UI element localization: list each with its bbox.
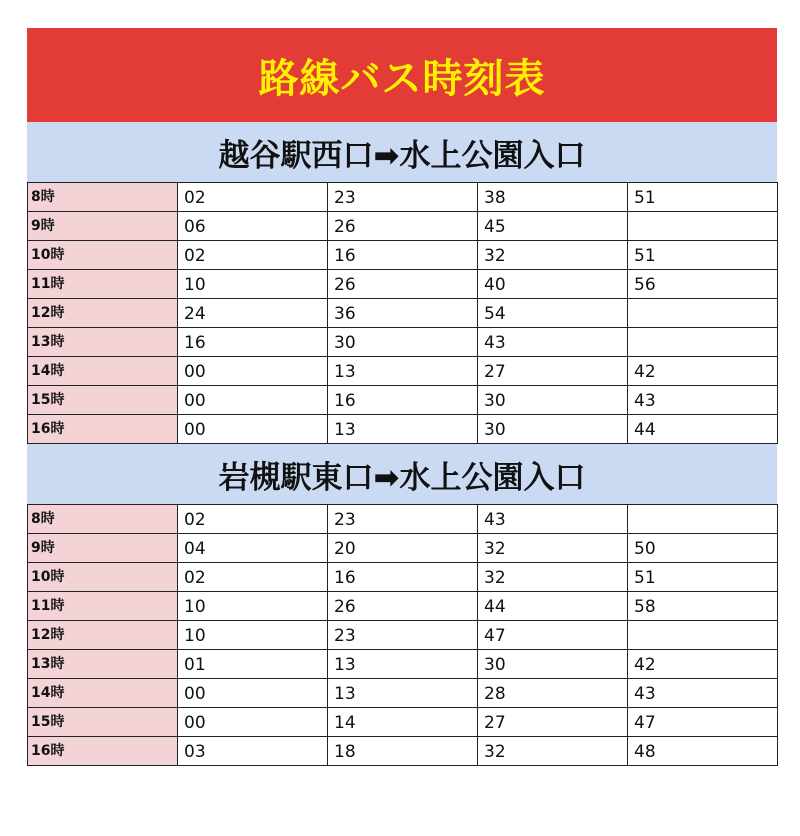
minute-cell <box>628 212 778 241</box>
minute-cell: 00 <box>178 679 328 708</box>
minute-cell: 47 <box>478 621 628 650</box>
table-row <box>28 650 778 679</box>
minute-cell: 43 <box>478 505 628 534</box>
title-bar <box>27 28 777 122</box>
hour-cell: 13時 <box>28 328 178 357</box>
minute-cell: 32 <box>478 534 628 563</box>
minute-cell: 01 <box>178 650 328 679</box>
minute-cell: 13 <box>328 679 478 708</box>
minute-cell: 42 <box>628 357 778 386</box>
hour-cell: 15時 <box>28 386 178 415</box>
routes-container <box>27 122 777 766</box>
minute-cell: 30 <box>328 328 478 357</box>
minute-cell: 26 <box>328 592 478 621</box>
minute-cell: 51 <box>628 563 778 592</box>
route-header <box>27 122 777 182</box>
hour-cell: 9時 <box>28 534 178 563</box>
table-row <box>28 183 778 212</box>
minute-cell: 23 <box>328 505 478 534</box>
table-row <box>28 505 778 534</box>
minute-cell: 13 <box>328 415 478 444</box>
hour-cell: 16時 <box>28 415 178 444</box>
minute-cell: 10 <box>178 270 328 299</box>
minute-cell: 24 <box>178 299 328 328</box>
hour-cell: 12時 <box>28 621 178 650</box>
minute-cell: 45 <box>478 212 628 241</box>
route-title: 越谷駅西口➡水上公園入口 <box>218 137 586 174</box>
minute-cell: 48 <box>628 737 778 766</box>
hour-cell: 10時 <box>28 563 178 592</box>
minute-cell: 58 <box>628 592 778 621</box>
hour-cell: 10時 <box>28 241 178 270</box>
minute-cell: 28 <box>478 679 628 708</box>
hour-cell: 11時 <box>28 270 178 299</box>
minute-cell: 47 <box>628 708 778 737</box>
minute-cell: 32 <box>478 737 628 766</box>
minute-cell: 44 <box>478 592 628 621</box>
minute-cell: 51 <box>628 241 778 270</box>
minute-cell: 54 <box>478 299 628 328</box>
timetable-table <box>27 182 778 444</box>
table-row <box>28 621 778 650</box>
table-row <box>28 592 778 621</box>
minute-cell: 02 <box>178 241 328 270</box>
minute-cell <box>628 299 778 328</box>
minute-cell <box>628 621 778 650</box>
minute-cell: 30 <box>478 415 628 444</box>
minute-cell: 03 <box>178 737 328 766</box>
minute-cell: 00 <box>178 708 328 737</box>
minute-cell <box>628 328 778 357</box>
table-row <box>28 241 778 270</box>
minute-cell: 32 <box>478 241 628 270</box>
minute-cell: 13 <box>328 650 478 679</box>
minute-cell: 16 <box>328 563 478 592</box>
minute-cell: 20 <box>328 534 478 563</box>
minute-cell: 23 <box>328 183 478 212</box>
minute-cell: 13 <box>328 357 478 386</box>
table-row <box>28 386 778 415</box>
minute-cell: 42 <box>628 650 778 679</box>
hour-cell: 14時 <box>28 679 178 708</box>
minute-cell: 14 <box>328 708 478 737</box>
minute-cell: 02 <box>178 563 328 592</box>
table-row <box>28 737 778 766</box>
minute-cell: 16 <box>178 328 328 357</box>
minute-cell: 30 <box>478 386 628 415</box>
table-row <box>28 563 778 592</box>
minute-cell: 43 <box>628 386 778 415</box>
minute-cell: 18 <box>328 737 478 766</box>
minute-cell: 00 <box>178 415 328 444</box>
page-title: 路線バス時刻表 <box>258 55 546 102</box>
hour-cell: 16時 <box>28 737 178 766</box>
table-row <box>28 708 778 737</box>
minute-cell: 43 <box>628 679 778 708</box>
timetable-table <box>27 504 778 766</box>
minute-cell: 06 <box>178 212 328 241</box>
hour-cell: 11時 <box>28 592 178 621</box>
minute-cell: 27 <box>478 357 628 386</box>
route-header <box>27 444 777 504</box>
minute-cell: 02 <box>178 505 328 534</box>
minute-cell: 27 <box>478 708 628 737</box>
table-row <box>28 534 778 563</box>
minute-cell: 32 <box>478 563 628 592</box>
table-row <box>28 415 778 444</box>
hour-cell: 13時 <box>28 650 178 679</box>
minute-cell: 16 <box>328 386 478 415</box>
minute-cell: 30 <box>478 650 628 679</box>
table-row <box>28 270 778 299</box>
minute-cell: 43 <box>478 328 628 357</box>
table-row <box>28 328 778 357</box>
minute-cell: 04 <box>178 534 328 563</box>
minute-cell: 50 <box>628 534 778 563</box>
minute-cell <box>628 505 778 534</box>
hour-cell: 12時 <box>28 299 178 328</box>
minute-cell: 23 <box>328 621 478 650</box>
minute-cell: 51 <box>628 183 778 212</box>
table-row <box>28 679 778 708</box>
minute-cell: 26 <box>328 270 478 299</box>
hour-cell: 15時 <box>28 708 178 737</box>
minute-cell: 38 <box>478 183 628 212</box>
hour-cell: 9時 <box>28 212 178 241</box>
minute-cell: 44 <box>628 415 778 444</box>
minute-cell: 10 <box>178 621 328 650</box>
table-row <box>28 212 778 241</box>
minute-cell: 16 <box>328 241 478 270</box>
hour-cell: 14時 <box>28 357 178 386</box>
hour-cell: 8時 <box>28 183 178 212</box>
minute-cell: 02 <box>178 183 328 212</box>
table-row <box>28 299 778 328</box>
timetable-sheet <box>27 28 777 766</box>
minute-cell: 56 <box>628 270 778 299</box>
minute-cell: 36 <box>328 299 478 328</box>
minute-cell: 40 <box>478 270 628 299</box>
table-row <box>28 357 778 386</box>
minute-cell: 00 <box>178 357 328 386</box>
hour-cell: 8時 <box>28 505 178 534</box>
minute-cell: 26 <box>328 212 478 241</box>
minute-cell: 10 <box>178 592 328 621</box>
minute-cell: 00 <box>178 386 328 415</box>
route-title: 岩槻駅東口➡水上公園入口 <box>218 459 586 496</box>
